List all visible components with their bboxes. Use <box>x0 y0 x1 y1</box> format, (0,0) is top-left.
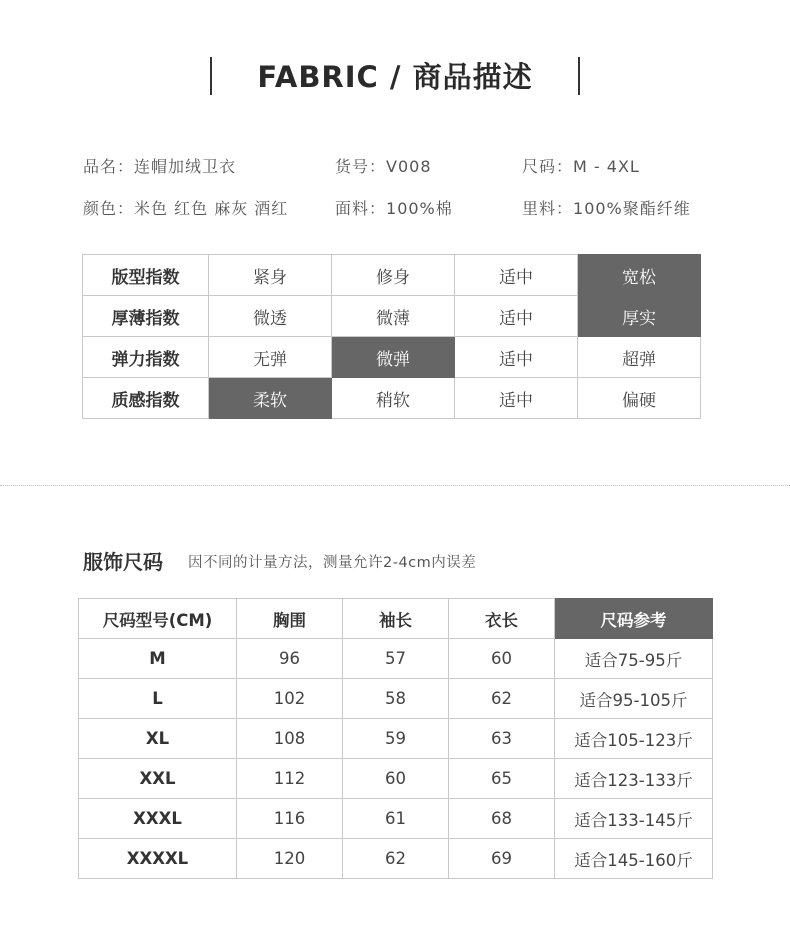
product-lining-value: 100%聚酯纤维 <box>573 199 691 218</box>
product-name-label: 品名： <box>83 157 135 176</box>
size-chart-header-cell: 胸围 <box>237 599 343 639</box>
product-fabric-label: 面料： <box>335 199 387 218</box>
size-chart-cell: 适合133-145斤 <box>555 799 713 839</box>
size-chart-row <box>79 679 713 719</box>
product-size-range <box>522 154 640 177</box>
size-chart-cell: 96 <box>237 639 343 679</box>
size-chart-cell: 59 <box>343 719 449 759</box>
product-name-value: 连帽加绒卫衣 <box>134 157 237 176</box>
size-chart-cell: 58 <box>343 679 449 719</box>
size-chart-cell: 适合145-160斤 <box>555 839 713 879</box>
section-divider <box>0 485 790 486</box>
size-chart-cell: 适合123-133斤 <box>555 759 713 799</box>
fabric-index-table <box>82 254 701 419</box>
size-chart-cell: 60 <box>343 759 449 799</box>
product-fabric <box>335 196 453 219</box>
size-chart-cell: 116 <box>237 799 343 839</box>
size-chart-header-cell: 衣长 <box>449 599 555 639</box>
fabric-index-option: 适中 <box>455 255 578 296</box>
size-chart-cell: 适合75-95斤 <box>555 639 713 679</box>
size-chart-row <box>79 639 713 679</box>
product-sku <box>335 154 432 177</box>
size-chart-row <box>79 759 713 799</box>
product-lining <box>522 196 691 219</box>
size-chart-cell: 62 <box>343 839 449 879</box>
size-chart-cell: 适合105-123斤 <box>555 719 713 759</box>
fabric-index-option: 稍软 <box>332 378 455 419</box>
fabric-index-option: 适中 <box>455 337 578 378</box>
fabric-index-label: 弹力指数 <box>83 337 209 378</box>
fabric-index-option: 紧身 <box>209 255 332 296</box>
page-title: FABRIC / 商品描述 <box>257 60 533 94</box>
fabric-index-option: 超弹 <box>578 337 701 378</box>
size-chart-header-cell: 袖长 <box>343 599 449 639</box>
size-chart-size-cell: XXXL <box>79 799 237 839</box>
fabric-index-option: 偏硬 <box>578 378 701 419</box>
size-section-note: 因不同的计量方法，测量允许2-4cm内误差 <box>188 555 477 571</box>
fabric-index-option-selected: 厚实 <box>578 296 701 337</box>
size-chart-size-cell: XXXXL <box>79 839 237 879</box>
size-chart-size-cell: L <box>79 679 237 719</box>
fabric-index-option-selected: 宽松 <box>578 255 701 296</box>
product-size-label: 尺码： <box>522 157 574 176</box>
size-chart-cell: 108 <box>237 719 343 759</box>
size-chart-cell: 120 <box>237 839 343 879</box>
fabric-index-option: 微薄 <box>332 296 455 337</box>
product-sku-value: V008 <box>386 157 432 176</box>
size-chart-cell: 61 <box>343 799 449 839</box>
fabric-index-option-selected: 微弹 <box>332 337 455 378</box>
size-chart-row <box>79 839 713 879</box>
product-size-value: M - 4XL <box>573 157 640 176</box>
size-chart-size-cell: XL <box>79 719 237 759</box>
size-chart-cell: 60 <box>449 639 555 679</box>
size-chart-cell: 102 <box>237 679 343 719</box>
size-chart-cell: 68 <box>449 799 555 839</box>
product-colors-value: 米色 红色 麻灰 酒红 <box>134 199 289 218</box>
fabric-index-option: 无弹 <box>209 337 332 378</box>
size-chart-header-row <box>79 599 713 639</box>
size-chart-cell: 65 <box>449 759 555 799</box>
fabric-index-option: 微透 <box>209 296 332 337</box>
size-chart-cell: 112 <box>237 759 343 799</box>
size-chart-row <box>79 799 713 839</box>
fabric-index-label: 厚薄指数 <box>83 296 209 337</box>
fabric-index-row <box>83 296 701 337</box>
fabric-index-row <box>83 337 701 378</box>
size-chart-row <box>79 719 713 759</box>
size-chart-cell: 适合95-105斤 <box>555 679 713 719</box>
size-chart-cell: 62 <box>449 679 555 719</box>
product-sku-label: 货号： <box>335 157 387 176</box>
size-chart-header-cell: 尺码参考 <box>555 599 713 639</box>
fabric-index-option: 修身 <box>332 255 455 296</box>
product-fabric-value: 100%棉 <box>386 199 453 218</box>
size-chart-size-cell: XXL <box>79 759 237 799</box>
fabric-index-option: 适中 <box>455 296 578 337</box>
size-chart-table <box>78 598 713 879</box>
size-chart-cell: 69 <box>449 839 555 879</box>
title-right-bar <box>578 57 580 95</box>
fabric-index-row <box>83 378 701 419</box>
product-colors <box>83 196 288 219</box>
fabric-index-option: 适中 <box>455 378 578 419</box>
size-chart-size-cell: M <box>79 639 237 679</box>
size-chart-cell: 63 <box>449 719 555 759</box>
fabric-index-option-selected: 柔软 <box>209 378 332 419</box>
size-section-title: 服饰尺码 <box>83 550 163 574</box>
fabric-index-label: 版型指数 <box>83 255 209 296</box>
size-chart-cell: 57 <box>343 639 449 679</box>
product-colors-label: 颜色： <box>83 199 135 218</box>
product-name <box>83 154 236 177</box>
fabric-index-label: 质感指数 <box>83 378 209 419</box>
size-chart-header-cell: 尺码型号(CM) <box>79 599 237 639</box>
product-lining-label: 里料： <box>522 199 574 218</box>
fabric-index-row <box>83 255 701 296</box>
